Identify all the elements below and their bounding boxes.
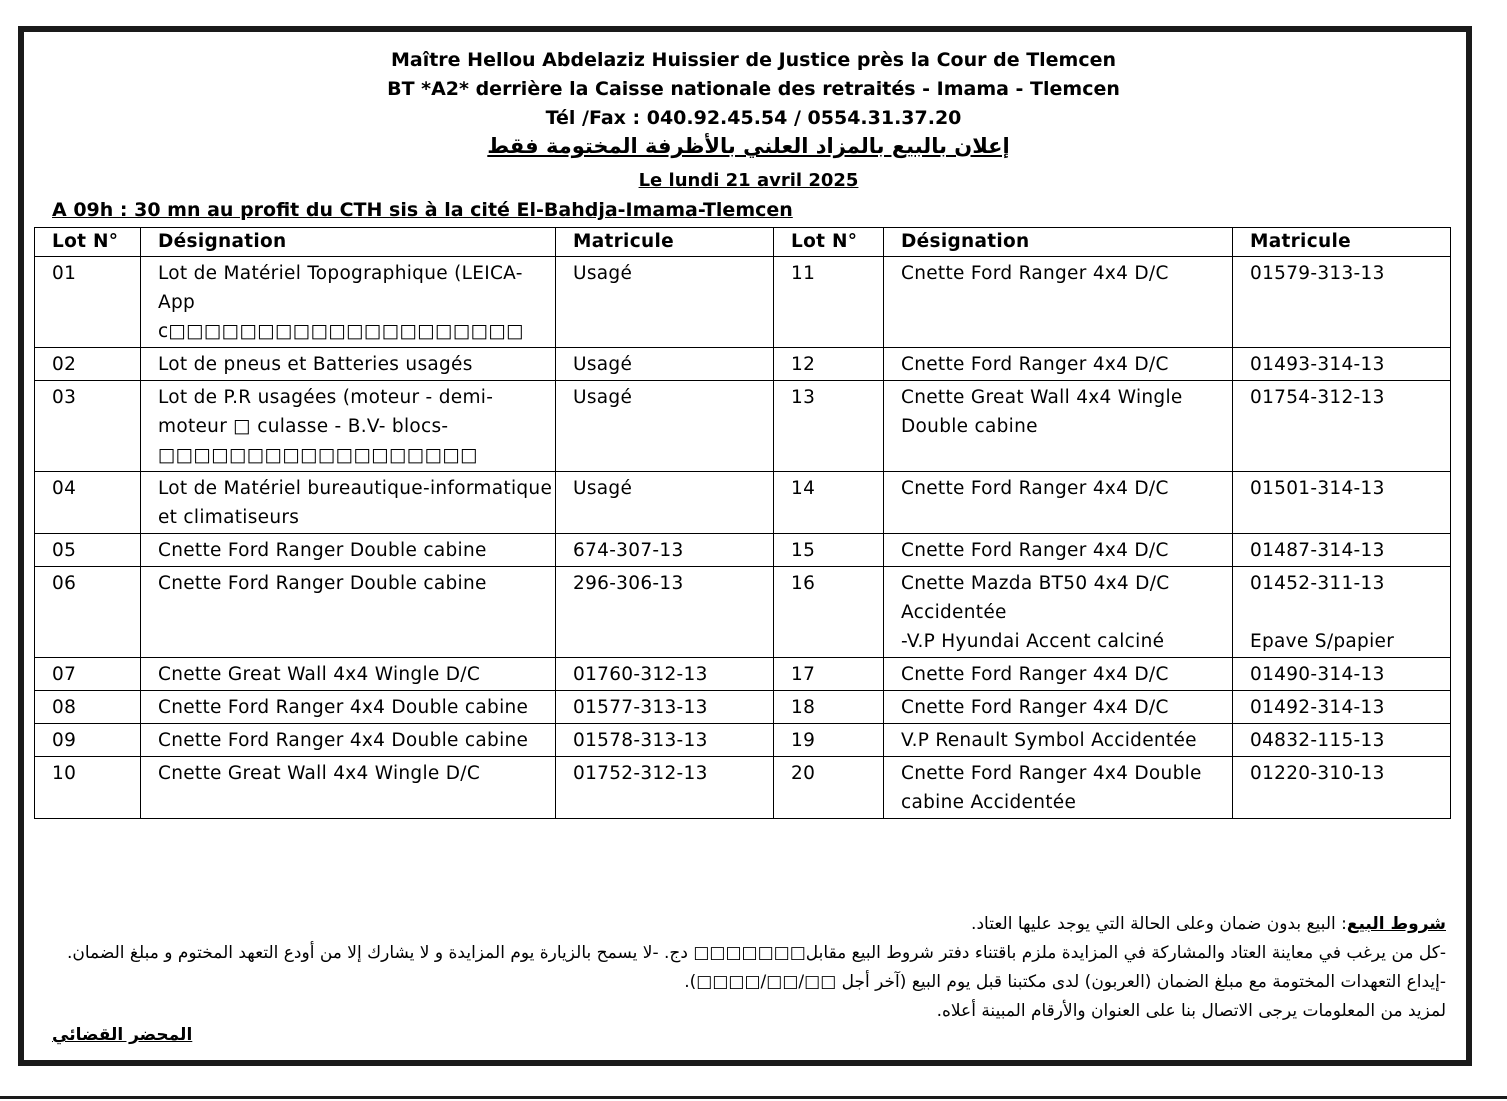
cell-lot-no-2: 16 xyxy=(774,567,884,658)
header-matricule: Matricule xyxy=(556,228,774,257)
bailiff-name: Maître Hellou Abdelaziz Huissier de Justice près la Cour de Tlemcen xyxy=(390,49,1117,71)
cell-lot-no-2: 14 xyxy=(774,472,884,534)
cell-matricule-2: 01487-314-13 xyxy=(1233,534,1451,567)
cell-matricule-2: 01452-311-13 Epave S/papier xyxy=(1233,567,1451,658)
cell-matricule-2: 01579-313-13 xyxy=(1233,257,1451,348)
lots-table xyxy=(34,227,1451,819)
cell-lot-no-2: 19 xyxy=(774,724,884,757)
cell-matricule-2: 01490-314-13 xyxy=(1233,658,1451,691)
cell-lot-no-2: 11 xyxy=(774,257,884,348)
cell-matricule: 01760-312-13 xyxy=(556,658,774,691)
cell-designation-2: Cnette Ford Ranger 4x4 D/C xyxy=(884,472,1233,534)
table-row xyxy=(35,348,1451,381)
cell-designation-2: Cnette Mazda BT50 4x4 D/C Accidentée -V.P Hyundai Accent calciné xyxy=(884,567,1233,658)
auction-date-text: Le lundi 21 avril 2025 xyxy=(638,170,859,191)
cell-lot-no-2: 17 xyxy=(774,658,884,691)
cell-lot-no: 03 xyxy=(35,381,141,472)
cell-designation: Lot de pneus et Batteries usagés xyxy=(141,348,556,381)
cell-designation: Lot de P.R usagées (moteur - demi-moteur □ culasse - B.V- blocs-□□□□□□□□□□□□□□□□□□ xyxy=(141,381,556,472)
header-lot-no: Lot N° xyxy=(35,228,141,257)
header-designation: Désignation xyxy=(141,228,556,257)
cell-designation: Cnette Great Wall 4x4 Wingle D/C xyxy=(141,658,556,691)
bailiff-address: BT *A2* derrière la Caisse nationale des retraités - Imama - Tlemcen xyxy=(387,78,1120,100)
cell-designation: Cnette Ford Ranger Double cabine xyxy=(141,534,556,567)
signature-label: المحضر القضائي xyxy=(52,1025,193,1045)
header-lot-no-2: Lot N° xyxy=(774,228,884,257)
cell-matricule-2: 01493-314-13 xyxy=(1233,348,1451,381)
table-row xyxy=(35,257,1451,348)
cell-lot-no-2: 12 xyxy=(774,348,884,381)
table-row xyxy=(35,658,1451,691)
cell-designation: Cnette Great Wall 4x4 Wingle D/C xyxy=(141,757,556,819)
cell-designation-2: Cnette Ford Ranger 4x4 Double cabine Accidentée xyxy=(884,757,1233,819)
cell-lot-no: 05 xyxy=(35,534,141,567)
cell-designation: Cnette Ford Ranger 4x4 Double cabine xyxy=(141,724,556,757)
cell-lot-no: 02 xyxy=(35,348,141,381)
table-row xyxy=(35,472,1451,534)
cell-matricule-2: 01754-312-13 xyxy=(1233,381,1451,472)
bailiff-phone: Tél /Fax : 040.92.45.54 / 0554.31.37.20 xyxy=(545,107,962,129)
cell-lot-no-2: 15 xyxy=(774,534,884,567)
cell-designation-2: Cnette Ford Ranger 4x4 D/C xyxy=(884,534,1233,567)
cell-lot-no: 04 xyxy=(35,472,141,534)
conditions-line-3: لمزيد من المعلومات يرجى الاتصال بنا على العنوان والأرقام المبينة أعلاه. xyxy=(936,1001,1446,1021)
cell-designation-2: V.P Renault Symbol Accidentée xyxy=(884,724,1233,757)
auction-time-place: A 09h : 30 mn au profit du CTH sis à la cité El-Bahdja-Imama-Tlemcen xyxy=(52,199,793,221)
cell-designation: Lot de Matériel bureautique-informatique et climatiseurs xyxy=(141,472,556,534)
cell-designation: Cnette Ford Ranger Double cabine xyxy=(141,567,556,658)
cell-lot-no-2: 18 xyxy=(774,691,884,724)
cell-matricule-2: 01501-314-13 xyxy=(1233,472,1451,534)
cell-designation: Cnette Ford Ranger 4x4 Double cabine xyxy=(141,691,556,724)
cell-designation-2: Cnette Ford Ranger 4x4 D/C xyxy=(884,691,1233,724)
table-row xyxy=(35,534,1451,567)
auction-date xyxy=(0,170,1497,191)
cell-designation: Lot de Matériel Topographique (LEICA-App c□□□□□□□□□□□□□□□□□□□□ xyxy=(141,257,556,348)
auction-title-arabic xyxy=(0,134,1497,158)
cell-lot-no: 10 xyxy=(35,757,141,819)
cell-matricule: Usagé xyxy=(556,472,774,534)
table-row xyxy=(35,567,1451,658)
cell-designation-2: Cnette Ford Ranger 4x4 D/C xyxy=(884,658,1233,691)
cell-designation-2: Cnette Great Wall 4x4 Wingle Double cabine xyxy=(884,381,1233,472)
conditions-text-1: : البيع بدون ضمان وعلى الحالة التي يوجد عليها العتاد. xyxy=(971,914,1347,934)
bottom-rule xyxy=(0,1096,1507,1099)
cell-lot-no: 06 xyxy=(35,567,141,658)
header-designation-2: Désignation xyxy=(884,228,1233,257)
sale-conditions xyxy=(60,910,1446,1026)
header-matricule-2: Matricule xyxy=(1233,228,1451,257)
table-row xyxy=(35,691,1451,724)
cell-lot-no: 07 xyxy=(35,658,141,691)
cell-lot-no: 08 xyxy=(35,691,141,724)
table-row xyxy=(35,757,1451,819)
table-header-row xyxy=(35,228,1451,257)
conditions-line-1 xyxy=(60,910,1446,939)
cell-matricule-2: 04832-115-13 xyxy=(1233,724,1451,757)
cell-matricule: Usagé xyxy=(556,381,774,472)
cell-matricule: Usagé xyxy=(556,257,774,348)
cell-matricule: 296-306-13 xyxy=(556,567,774,658)
cell-matricule: 01752-312-13 xyxy=(556,757,774,819)
conditions-line-2: -كل من يرغب في معاينة العتاد والمشاركة في المزايدة ملزم باقتناء دفتر شروط البيع مقابل□□□□□□□ دج. -لا يسمح بالزيارة يوم المزايدة و لا يشارك إلا من أودع التعهد المختوم و مبلغ الضمان. -إيداع التعهدات المختومة مع مبلغ الضمان (العربون) لدى مكتبنا قبل يوم البيع (آخر أجل □□/□□/□□□□). xyxy=(66,943,1446,992)
cell-lot-no-2: 13 xyxy=(774,381,884,472)
table-row xyxy=(35,724,1451,757)
cell-lot-no: 09 xyxy=(35,724,141,757)
conditions-label: شروط البيع xyxy=(1346,914,1446,934)
cell-designation-2: Cnette Ford Ranger 4x4 D/C xyxy=(884,257,1233,348)
lots-body xyxy=(35,257,1451,819)
auction-title-text: إعلان بالبيع بالمزاد العلني بالأظرفة المختومة فقط xyxy=(487,134,1010,158)
cell-matricule: Usagé xyxy=(556,348,774,381)
cell-lot-no-2: 20 xyxy=(774,757,884,819)
cell-matricule: 674-307-13 xyxy=(556,534,774,567)
table-row xyxy=(35,381,1451,472)
cell-matricule-2: 01492-314-13 xyxy=(1233,691,1451,724)
cell-matricule: 01577-313-13 xyxy=(556,691,774,724)
cell-matricule: 01578-313-13 xyxy=(556,724,774,757)
cell-matricule-2: 01220-310-13 xyxy=(1233,757,1451,819)
cell-lot-no: 01 xyxy=(35,257,141,348)
cell-designation-2: Cnette Ford Ranger 4x4 D/C xyxy=(884,348,1233,381)
